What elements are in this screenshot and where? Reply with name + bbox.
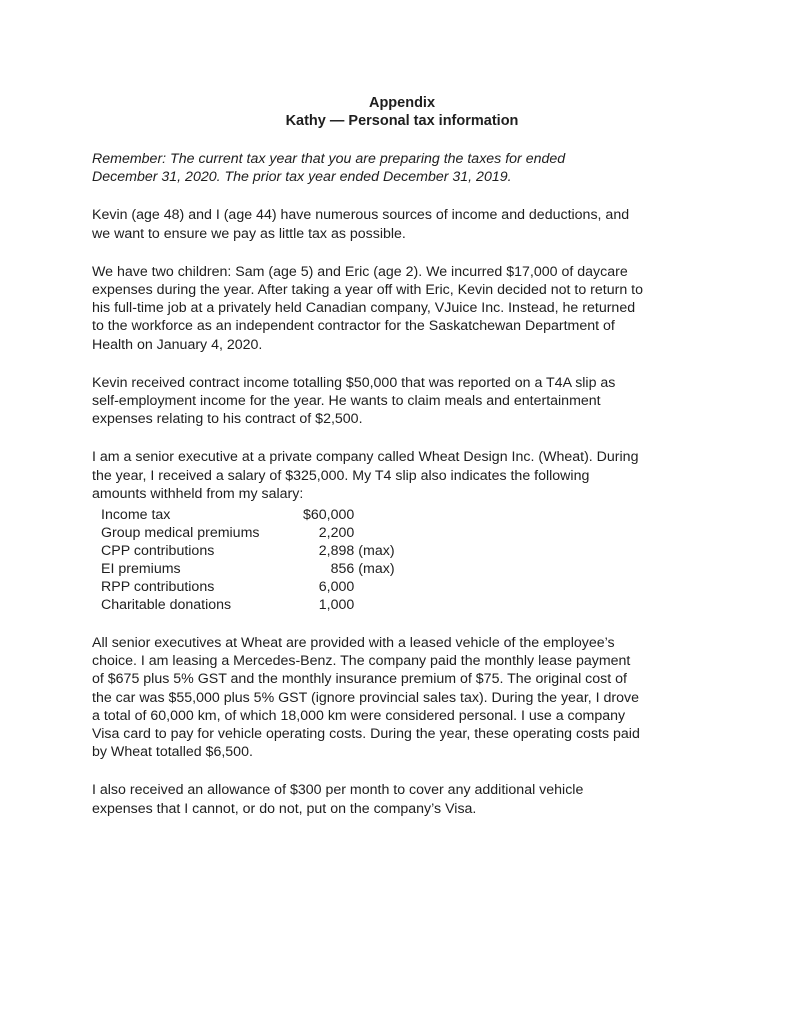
salary-paragraph: I am a senior executive at a private company called Wheat Design Inc. (Wheat). During the year, I received a salary of $325,000. My T4 slip also indicates the following amounts withheld from my salary:	[92, 449, 639, 502]
table-row	[101, 524, 395, 542]
table-row	[101, 596, 395, 614]
withheld-label: Group medical premiums	[101, 525, 260, 542]
withheld-label: CPP contributions	[101, 543, 215, 560]
withheld-amount: 6,000	[318, 579, 355, 596]
appendix-heading: Appendix	[368, 95, 436, 111]
withheld-label: Charitable donations	[101, 597, 232, 614]
children-paragraph: We have two children: Sam (age 5) and Eric (age 2). We incurred $17,000 of daycare expenses during the year. After taking a year off with Eric, Kevin decided not to return to his full-time job at a privately held Canadian company, VJuice Inc. Instead, he returned to the workforce as an independent contractor for the Saskatchewan Department of Health on January 4, 2020.	[92, 263, 644, 353]
withheld-note	[354, 506, 394, 524]
table-row	[101, 560, 395, 578]
withheld-label: RPP contributions	[101, 579, 215, 596]
reminder-note: Remember: The current tax year that you are preparing the taxes for ended December 31, 2020. The prior tax year ended December 31, 2019.	[92, 151, 566, 186]
vehicle-paragraph: All senior executives at Wheat are provided with a leased vehicle of the employee’s choice. I am leasing a Mercedes-Benz. The company paid the monthly lease payment of $675 plus 5% GST and the monthly insurance premium of $75. The original cost of the car was $55,000 plus 5% GST (ignore provincial sales tax). During the year, I drove a total of 60,000 km, of which 18,000 km were considered personal. I use a company Visa card to pay for vehicle operating costs. During the year, these operating costs paid by Wheat totalled $6,500.	[92, 635, 640, 761]
withheld-amount: 2,898	[318, 543, 355, 560]
withheld-amount: $60,000	[303, 507, 355, 524]
withheld-amounts-table	[101, 506, 395, 614]
document-page	[92, 94, 712, 818]
withheld-amount: 856	[330, 561, 355, 578]
withheld-amount: 2,200	[318, 525, 355, 542]
document-title: Kathy — Personal tax information	[285, 113, 519, 129]
withheld-note: (max)	[358, 561, 395, 578]
table-row	[101, 542, 395, 560]
table-row	[101, 506, 395, 524]
withheld-note	[354, 524, 394, 542]
contract-income-paragraph: Kevin received contract income totalling $50,000 that was reported on a T4A slip as self-employment income for the year. He wants to claim meals and entertainment expenses relating to his contract of $2,500.	[92, 374, 616, 428]
withheld-note: (max)	[358, 543, 395, 560]
allowance-paragraph: I also received an allowance of $300 per month to cover any additional vehicle expenses that I cannot, or do not, put on the company’s Visa.	[92, 782, 584, 817]
withheld-note	[354, 596, 394, 614]
withheld-amount: 1,000	[318, 597, 355, 614]
withheld-note	[354, 578, 394, 596]
table-row	[101, 578, 395, 596]
withheld-label: EI premiums	[101, 561, 181, 578]
withheld-label: Income tax	[101, 507, 171, 524]
intro-paragraph: Kevin (age 48) and I (age 44) have numerous sources of income and deductions, and we want to ensure we pay as little tax as possible.	[92, 207, 630, 242]
